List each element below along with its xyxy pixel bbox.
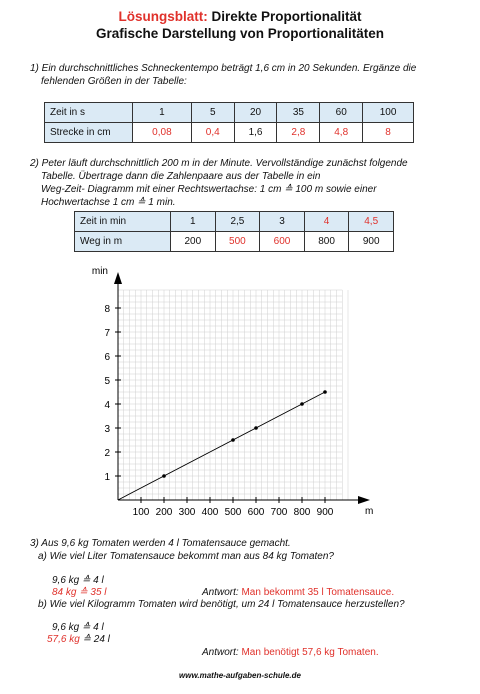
- task3-intro: 3) Aus 9,6 kg Tomaten werden 4 l Tomatensauce gemacht.: [30, 538, 291, 549]
- task2-line1: 2) Peter läuft durchschnittlich 200 m in der Minute. Vervollständige zunächst folgende: [30, 158, 408, 169]
- task2-table: [74, 211, 394, 252]
- table-cell: 4: [304, 212, 349, 232]
- x-tick-label: 500: [224, 507, 242, 518]
- table-cell: 2,8: [277, 123, 320, 143]
- answer-text: Man bekommt 35 l Tomatensauce.: [241, 587, 395, 598]
- x-tick-label: 800: [293, 507, 311, 518]
- x-tick-label: 600: [247, 507, 265, 518]
- task3a-calc2: 84 kg ≙ 35 l: [52, 587, 107, 598]
- title-main: Direkte Proportionalität: [211, 9, 362, 24]
- calc-red-part: 57,6 kg: [47, 634, 80, 645]
- y-tick-label: 8: [104, 304, 110, 315]
- x-tick-label: 900: [316, 507, 334, 518]
- y-tick-label: 6: [104, 352, 110, 363]
- table-head-cell: Weg in m: [75, 232, 171, 252]
- y-axis-arrow-icon: [114, 272, 122, 284]
- task2-line4: Hochwertachse 1 cm ≙ 1 min.: [41, 197, 176, 208]
- table-cell: 3: [260, 212, 305, 232]
- table-row: [75, 212, 394, 232]
- data-point: [231, 438, 235, 442]
- calc-rest: ≙ 24 l: [82, 634, 110, 645]
- table-cell: 200: [171, 232, 216, 252]
- table-cell: 900: [349, 232, 394, 252]
- answer-text: Man benötigt 57,6 kg Tomaten.: [241, 647, 379, 658]
- x-axis-arrow-icon: [358, 496, 370, 504]
- task3-question-b: b) Wie viel Kilogramm Tomaten wird benötigt, um 24 l Tomatensauce herzustellen?: [38, 599, 405, 610]
- data-point: [300, 402, 304, 406]
- table-cell: 0,08: [133, 123, 192, 143]
- table-row: [75, 232, 394, 252]
- table-cell: 1: [133, 103, 192, 123]
- y-axis-label: min: [91, 266, 108, 277]
- x-tick-label: 200: [155, 507, 173, 518]
- table-head-cell: Zeit in min: [75, 212, 171, 232]
- x-axis-label: m: [365, 506, 374, 517]
- table-cell: 1,6: [234, 123, 277, 143]
- task2-line2: Tabelle. Übertrage dann die Zahlenpaare aus der Tabelle in ein: [41, 171, 321, 182]
- y-tick-label: 2: [104, 448, 110, 459]
- table-cell: 4,8: [320, 123, 363, 143]
- x-tick-label: 300: [178, 507, 196, 518]
- table-head-cell: Strecke in cm: [45, 123, 133, 143]
- x-tick-label: 100: [132, 507, 150, 518]
- table-cell: 35: [277, 103, 320, 123]
- data-point: [162, 474, 166, 478]
- task3b-calc2: [47, 633, 110, 646]
- table-cell: 500: [215, 232, 260, 252]
- table-cell: 5: [191, 103, 234, 123]
- y-tick-label: 4: [104, 400, 110, 411]
- x-tick-label: 400: [201, 507, 219, 518]
- y-tick-label: 3: [104, 424, 110, 435]
- task3a-calc1: 9,6 kg ≙ 4 l: [52, 575, 104, 586]
- weg-zeit-diagram: [91, 266, 390, 520]
- page-title-line1: [0, 8, 480, 25]
- task3b-calc1: 9,6 kg ≙ 4 l: [52, 622, 104, 633]
- table-head-cell: Zeit in s: [45, 103, 133, 123]
- task1-line1: 1) Ein durchschnittliches Schneckentempo beträgt 1,6 cm in 20 Sekunden. Ergänze die: [30, 63, 417, 74]
- x-tick-label: 700: [270, 507, 288, 518]
- task1-line2: fehlenden Größen in der Tabelle:: [41, 76, 187, 87]
- task2-line3: Weg-Zeit- Diagramm mit einer Rechtswertachse: 1 cm ≙ 100 m sowie einer: [41, 184, 377, 195]
- answer-label: Antwort:: [202, 647, 239, 658]
- answer-label: Antwort:: [202, 587, 239, 598]
- table-cell: 600: [260, 232, 305, 252]
- table-cell: 8: [363, 123, 414, 143]
- y-tick-label: 7: [104, 328, 110, 339]
- table-cell: 20: [234, 103, 277, 123]
- table-cell: 2,5: [215, 212, 260, 232]
- solution-label: Lösungsblatt:: [118, 9, 208, 24]
- task3b-answer: [202, 646, 379, 659]
- table-cell: 1: [171, 212, 216, 232]
- table-cell: 4,5: [349, 212, 394, 232]
- y-tick-label: 1: [104, 472, 110, 483]
- table-row: [45, 103, 414, 123]
- table-row: [45, 123, 414, 143]
- task1-table: [44, 102, 414, 143]
- table-cell: 60: [320, 103, 363, 123]
- data-point: [323, 390, 327, 394]
- table-cell: 0,4: [191, 123, 234, 143]
- y-tick-label: 5: [104, 376, 110, 387]
- footer-url: www.mathe-aufgaben-schule.de: [179, 671, 301, 680]
- task3-question-a: a) Wie viel Liter Tomatensauce bekommt man aus 84 kg Tomaten?: [38, 551, 334, 562]
- page-subtitle: Grafische Darstellung von Proportionalitäten: [95, 26, 385, 41]
- table-cell: 800: [304, 232, 349, 252]
- data-point: [254, 426, 258, 430]
- table-cell: 100: [363, 103, 414, 123]
